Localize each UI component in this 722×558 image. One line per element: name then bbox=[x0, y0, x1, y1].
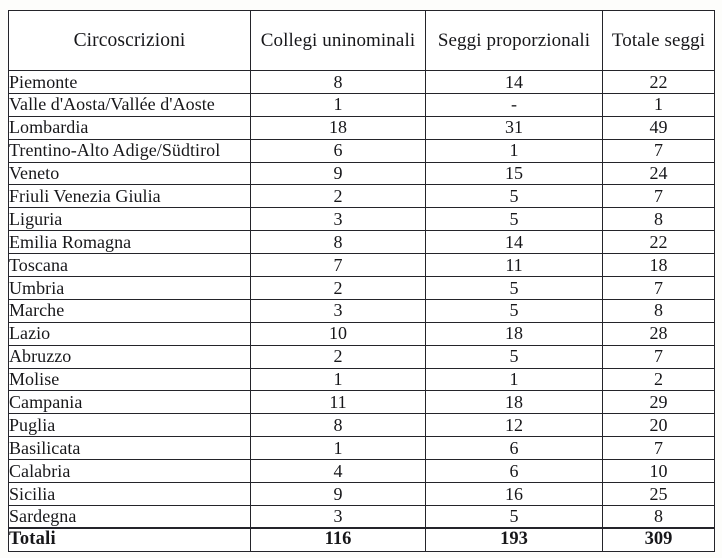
table-row bbox=[9, 460, 715, 483]
cell-circoscrizione: Calabria bbox=[9, 460, 251, 483]
cell-seggi-proporzionali: 6 bbox=[426, 437, 603, 460]
cell-circoscrizione: Emilia Romagna bbox=[9, 231, 251, 254]
cell-circoscrizione: Trentino-Alto Adige/Südtirol bbox=[9, 139, 251, 162]
cell-collegi-uninominali: 4 bbox=[251, 460, 426, 483]
cell-collegi-uninominali: 10 bbox=[251, 322, 426, 345]
cell-circoscrizione: Valle d'Aosta/Vallée d'Aoste bbox=[9, 93, 251, 116]
cell-seggi-proporzionali: 16 bbox=[426, 483, 603, 506]
cell-seggi-proporzionali: 5 bbox=[426, 185, 603, 208]
table-row bbox=[9, 71, 715, 94]
cell-collegi-uninominali: 6 bbox=[251, 139, 426, 162]
table-row bbox=[9, 483, 715, 506]
cell-totale-seggi: 8 bbox=[603, 208, 715, 231]
totals-row bbox=[9, 528, 715, 551]
cell-seggi-proporzionali: 1 bbox=[426, 139, 603, 162]
cell-totale-seggi: 20 bbox=[603, 414, 715, 437]
cell-collegi-uninominali: 1 bbox=[251, 437, 426, 460]
cell-collegi-uninominali: 3 bbox=[251, 299, 426, 322]
table-row bbox=[9, 139, 715, 162]
table-header bbox=[9, 11, 715, 71]
cell-circoscrizione: Lazio bbox=[9, 322, 251, 345]
table-row bbox=[9, 299, 715, 322]
cell-circoscrizione: Liguria bbox=[9, 208, 251, 231]
cell-collegi-uninominali: 8 bbox=[251, 414, 426, 437]
cell-seggi-proporzionali: 15 bbox=[426, 162, 603, 185]
cell-totale-seggi: 49 bbox=[603, 116, 715, 139]
column-header-collegi-uninominali: Collegi uninominali bbox=[251, 11, 426, 71]
cell-seggi-proporzionali: 14 bbox=[426, 231, 603, 254]
cell-totale-seggi: 1 bbox=[603, 93, 715, 116]
cell-totale-seggi: 7 bbox=[603, 437, 715, 460]
cell-seggi-proporzionali: 14 bbox=[426, 71, 603, 94]
cell-collegi-uninominali: 9 bbox=[251, 483, 426, 506]
cell-totale-seggi: 8 bbox=[603, 505, 715, 528]
cell-seggi-proporzionali: 5 bbox=[426, 505, 603, 528]
cell-circoscrizione: Toscana bbox=[9, 254, 251, 277]
column-header-totale-seggi: Totale seggi bbox=[603, 11, 715, 71]
totals-label: Totali bbox=[9, 528, 251, 551]
totals-totale-seggi: 309 bbox=[603, 528, 715, 551]
table-row bbox=[9, 93, 715, 116]
cell-totale-seggi: 7 bbox=[603, 185, 715, 208]
table-row bbox=[9, 414, 715, 437]
cell-totale-seggi: 8 bbox=[603, 299, 715, 322]
table-row bbox=[9, 254, 715, 277]
cell-circoscrizione: Friuli Venezia Giulia bbox=[9, 185, 251, 208]
cell-totale-seggi: 10 bbox=[603, 460, 715, 483]
seats-table bbox=[8, 10, 715, 552]
column-header-seggi-proporzionali: Seggi proporzionali bbox=[426, 11, 603, 71]
cell-totale-seggi: 22 bbox=[603, 71, 715, 94]
cell-collegi-uninominali: 8 bbox=[251, 71, 426, 94]
cell-totale-seggi: 7 bbox=[603, 139, 715, 162]
cell-collegi-uninominali: 2 bbox=[251, 345, 426, 368]
cell-circoscrizione: Molise bbox=[9, 368, 251, 391]
cell-seggi-proporzionali: 18 bbox=[426, 322, 603, 345]
cell-circoscrizione: Campania bbox=[9, 391, 251, 414]
table-row bbox=[9, 437, 715, 460]
cell-collegi-uninominali: 1 bbox=[251, 93, 426, 116]
cell-totale-seggi: 7 bbox=[603, 277, 715, 300]
cell-totale-seggi: 28 bbox=[603, 322, 715, 345]
table-row bbox=[9, 185, 715, 208]
cell-circoscrizione: Marche bbox=[9, 299, 251, 322]
cell-seggi-proporzionali: 5 bbox=[426, 345, 603, 368]
cell-collegi-uninominali: 8 bbox=[251, 231, 426, 254]
cell-totale-seggi: 22 bbox=[603, 231, 715, 254]
cell-collegi-uninominali: 3 bbox=[251, 208, 426, 231]
cell-circoscrizione: Sicilia bbox=[9, 483, 251, 506]
cell-collegi-uninominali: 3 bbox=[251, 505, 426, 528]
cell-circoscrizione: Veneto bbox=[9, 162, 251, 185]
table-row bbox=[9, 277, 715, 300]
cell-totale-seggi: 18 bbox=[603, 254, 715, 277]
cell-circoscrizione: Abruzzo bbox=[9, 345, 251, 368]
table-row bbox=[9, 162, 715, 185]
table-row bbox=[9, 322, 715, 345]
cell-seggi-proporzionali: 11 bbox=[426, 254, 603, 277]
table-row bbox=[9, 391, 715, 414]
table-row bbox=[9, 208, 715, 231]
table-row bbox=[9, 345, 715, 368]
table-body bbox=[9, 71, 715, 552]
cell-circoscrizione: Puglia bbox=[9, 414, 251, 437]
cell-seggi-proporzionali: - bbox=[426, 93, 603, 116]
cell-seggi-proporzionali: 31 bbox=[426, 116, 603, 139]
cell-collegi-uninominali: 1 bbox=[251, 368, 426, 391]
header-row bbox=[9, 11, 715, 71]
cell-totale-seggi: 29 bbox=[603, 391, 715, 414]
cell-circoscrizione: Lombardia bbox=[9, 116, 251, 139]
seats-table-container bbox=[8, 10, 714, 550]
table-row bbox=[9, 116, 715, 139]
table-row bbox=[9, 368, 715, 391]
cell-seggi-proporzionali: 5 bbox=[426, 299, 603, 322]
cell-seggi-proporzionali: 6 bbox=[426, 460, 603, 483]
cell-seggi-proporzionali: 12 bbox=[426, 414, 603, 437]
cell-collegi-uninominali: 9 bbox=[251, 162, 426, 185]
table-row bbox=[9, 231, 715, 254]
cell-seggi-proporzionali: 1 bbox=[426, 368, 603, 391]
cell-collegi-uninominali: 18 bbox=[251, 116, 426, 139]
cell-circoscrizione: Basilicata bbox=[9, 437, 251, 460]
cell-collegi-uninominali: 2 bbox=[251, 277, 426, 300]
cell-totale-seggi: 2 bbox=[603, 368, 715, 391]
cell-circoscrizione: Piemonte bbox=[9, 71, 251, 94]
cell-seggi-proporzionali: 18 bbox=[426, 391, 603, 414]
cell-totale-seggi: 24 bbox=[603, 162, 715, 185]
cell-circoscrizione: Umbria bbox=[9, 277, 251, 300]
cell-circoscrizione: Sardegna bbox=[9, 505, 251, 528]
cell-collegi-uninominali: 7 bbox=[251, 254, 426, 277]
cell-totale-seggi: 7 bbox=[603, 345, 715, 368]
cell-seggi-proporzionali: 5 bbox=[426, 208, 603, 231]
totals-collegi-uninominali: 116 bbox=[251, 528, 426, 551]
cell-totale-seggi: 25 bbox=[603, 483, 715, 506]
column-header-circoscrizioni: Circoscrizioni bbox=[9, 11, 251, 71]
cell-collegi-uninominali: 2 bbox=[251, 185, 426, 208]
cell-collegi-uninominali: 11 bbox=[251, 391, 426, 414]
cell-seggi-proporzionali: 5 bbox=[426, 277, 603, 300]
totals-seggi-proporzionali: 193 bbox=[426, 528, 603, 551]
table-row bbox=[9, 505, 715, 528]
